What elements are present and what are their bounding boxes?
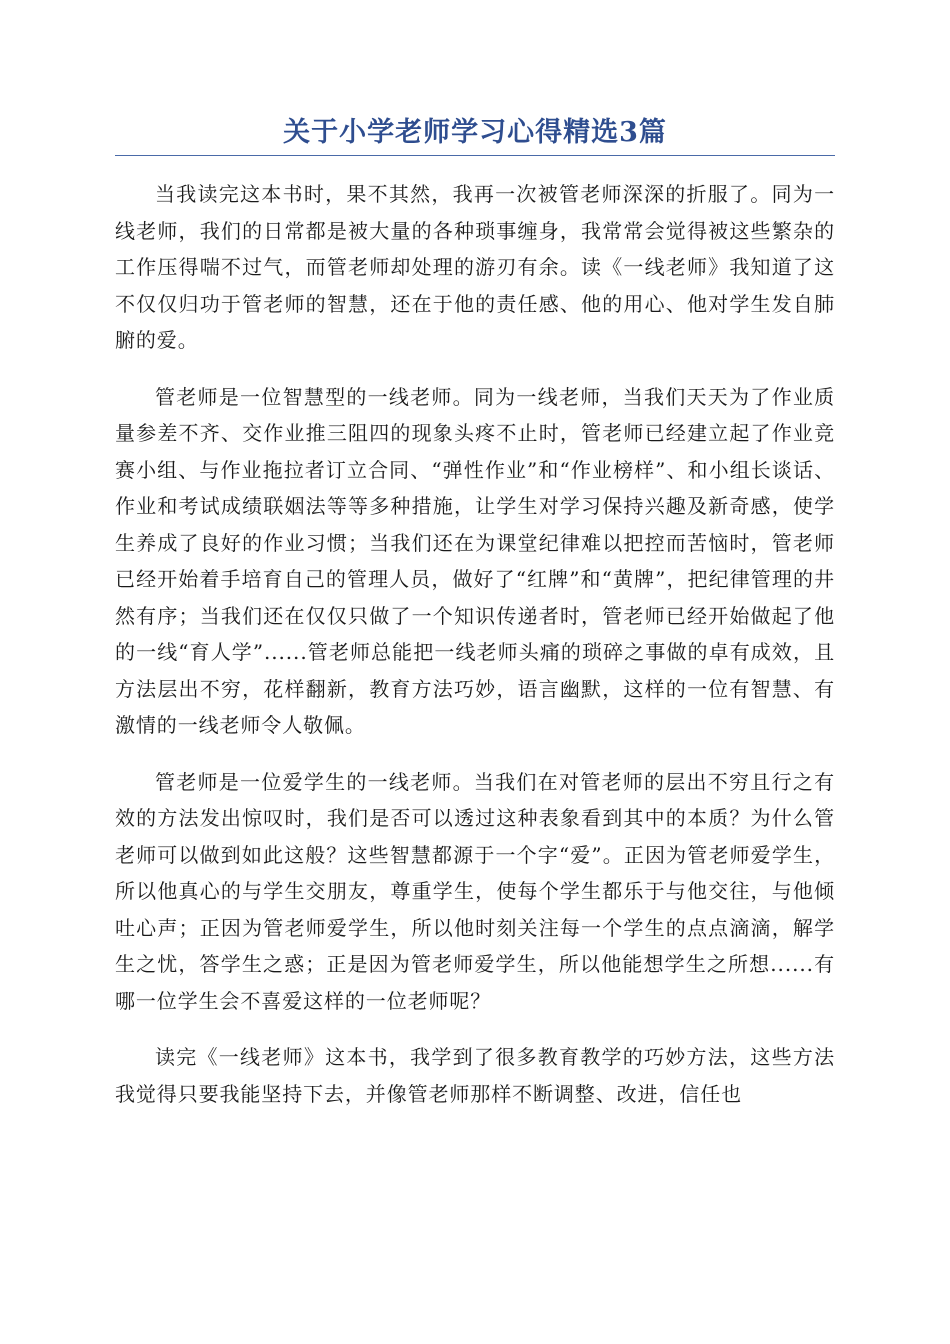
paragraph-1: 当我读完这本书时，果不其然，我再一次被管老师深深的折服了。同为一线老师，我们的日常都是被大量的各种琐事缠身，我常常会觉得被这些繁杂的工作压得喘不过气，而管老师却处理的游刃有余。读《一线老师》我知道了这不仅仅归功于管老师的智慧，还在于他的责任感、他的用心、他对学生发自肺腑的爱。 [115,182,835,352]
document-title: 关于小学老师学习心得精选3篇 [283,117,667,148]
paragraph-4: 读完《一线老师》这本书，我学到了很多教育教学的巧妙方法，这些方法我觉得只要我能坚持下去，并像管老师那样不断调整、改进，信任也 [115,1045,835,1106]
title-underline [115,155,835,156]
paragraph-3: 管老师是一位爱学生的一线老师。当我们在对管老师的层出不穷且行之有效的方法发出惊叹时，我们是否可以透过这种表象看到其中的本质？为什么管老师可以做到如此这般？这些智慧都源于一个字“爱”。正因为管老师爱学生，所以他真心的与学生交朋友，尊重学生，使每个学生都乐于与他交往，与他倾吐心声；正因为管老师爱学生，所以他时刻关注每一个学生的点点滴滴，解学生之忧，答学生之惑；正是因为管老师爱学生，所以他能想学生之所想......有哪一位学生会不喜爱这样的一位老师呢？ [115,769,835,1013]
paragraph-2: 管老师是一位智慧型的一线老师。同为一线老师，当我们天天为了作业质量参差不齐、交作业推三阻四的现象头疼不止时，管老师已经建立起了作业竞赛小组、与作业拖拉者订立合同、“弹性作业”和“作业榜样”、和小组长谈话、作业和考试成绩联姻法等等多种措施，让学生对学习保持兴趣及新奇感，使学生养成了良好的作业习惯；当我们还在为课堂纪律难以把控而苦恼时，管老师已经开始着手培育自己的管理人员，做好了“红牌”和“黄牌”，把纪律管理的井然有序；当我们还在仅仅只做了一个知识传递者时，管老师已经开始做起了他的一线“育人学”......管老师总能把一线老师头痛的琐碎之事做的卓有成效，且方法层出不穷，花样翻新，教育方法巧妙，语言幽默，这样的一位有智慧、有激情的一线老师令人敬佩。 [115,384,835,737]
document-body [115,176,835,1132]
